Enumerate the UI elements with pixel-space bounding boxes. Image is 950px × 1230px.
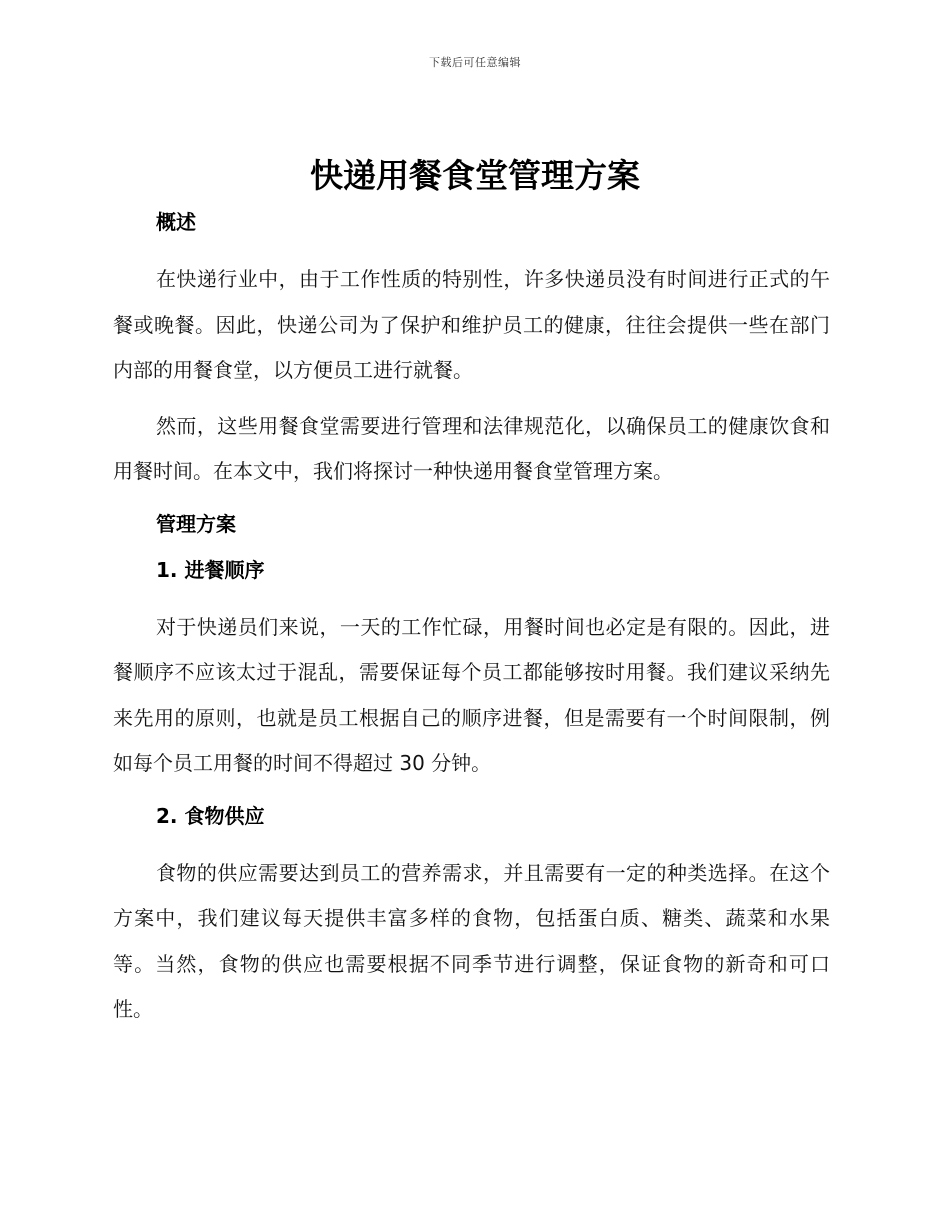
section-heading-plan: 管理方案 xyxy=(156,511,236,536)
subsection-heading-food-supply: 2. 食物供应 xyxy=(156,803,265,828)
document-body xyxy=(113,205,830,1033)
document-title: 快递用餐食堂管理方案 xyxy=(310,156,640,195)
paragraph-food-supply: 食物的供应需要达到员工的营养需求，并且需要有一定的种类选择。在这个方案中，我们建议每天提供丰富多样的食物，包括蛋白质、糖类、蔬菜和水果等。当然，食物的供应也需要根据不同季节进行调整，保证食物的新奇和可口性。 xyxy=(113,860,830,1021)
paragraph-overview-2: 然而，这些用餐食堂需要进行管理和法律规范化，以确保员工的健康饮食和用餐时间。在本文中，我们将探讨一种快递用餐食堂管理方案。 xyxy=(113,413,830,483)
subsection-heading-meal-order: 1. 进餐顺序 xyxy=(156,557,265,582)
paragraph-overview-1: 在快递行业中，由于工作性质的特别性，许多快递员没有时间进行正式的午餐或晚餐。因此，快递公司为了保护和维护员工的健康，往往会提供一些在部门内部的用餐食堂，以方便员工进行就餐。 xyxy=(113,267,830,382)
paragraph-meal-order: 对于快递员们来说，一天的工作忙碌，用餐时间也必定是有限的。因此，进餐顺序不应该太过于混乱，需要保证每个员工都能够按时用餐。我们建议采纳先来先用的原则，也就是员工根据自己的顺序进餐，但是需要有一个时间限制，例如每个员工用餐的时间不得超过 30 分钟。 xyxy=(113,614,830,775)
header-note: 下载后可任意编辑 xyxy=(429,56,521,69)
section-heading-overview: 概述 xyxy=(156,210,196,234)
